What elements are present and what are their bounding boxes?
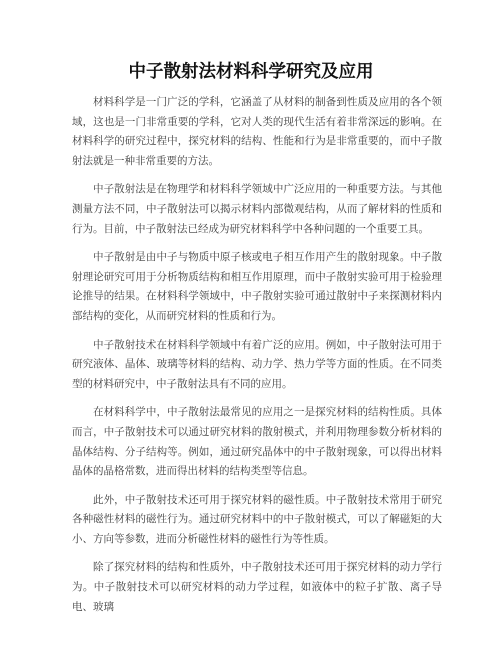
document-body — [72, 93, 442, 626]
paragraph-7: 除了探究材料的结构和性质外，中子散射技术还可用于探究材料的动力学行为。中子散射技术可以研究材料的动力学过程，如液体中的粒子扩散、离子导电、玻璃 — [72, 561, 442, 613]
paragraph-4: 中子散射技术在材料科学领域中有着广泛的应用。例如，中子散射法可用于研究液体、晶体、玻璃等材料的结构、动力学、热力学等方面的性质。在不同类型的材料研究中，中子散射法具有不同的应用。 — [72, 338, 442, 390]
paragraph-1: 材料科学是一门广泛的学科，它涵盖了从材料的制备到性质及应用的各个领域，这也是一门非常重要的学科，它对人类的现代生活有着非常深远的影响。在材料科学的研究过程中，探究材料的结构、性能和行为是非常重要的，而中子散射法就是一种非常重要的方法。 — [72, 96, 442, 167]
paragraph-6: 此外，中子散射技术还可用于探究材料的磁性质。中子散射技术常用于研究各种磁性材料的磁性行为。通过研究材料中的中子散射模式，可以了解磁矩的大小、方向等参数，进而分析磁性材料的磁性行为等性质。 — [72, 493, 442, 545]
paragraph-3: 中子散射是由中子与物质中原子核或电子相互作用产生的散射现象。中子散射理论研究可用于分析物质结构和相互作用原理，而中子散射实验可用于检验理论推导的结果。在材料科学领域中，中子散射实验可通过散射中子来探测材料内部结构的变化，从而研究材料的性质和行为。 — [72, 251, 442, 322]
paragraph-2: 中子散射法是在物理学和材料科学领域中广泛应用的一种重要方法。与其他测量方法不同，中子散射法可以揭示材料内部微观结构，从而了解材料的性质和行为。目前，中子散射法已经成为研究材料科学中各种问题的一个重要工具。 — [72, 183, 442, 235]
paragraph-5: 在材料科学中，中子散射法最常见的应用之一是探究材料的结构性质。具体而言，中子散射技术可以通过研究材料的散射模式，并利用物理参数分析材料的晶体结构、分子结构等。例如，通过研究晶体中的中子散射现象，可以得出材料晶体的晶格常数，进而得出材料的结构类型等信息。 — [72, 406, 442, 478]
document-title: 中子散射法材料科学研究及应用 — [128, 62, 374, 82]
